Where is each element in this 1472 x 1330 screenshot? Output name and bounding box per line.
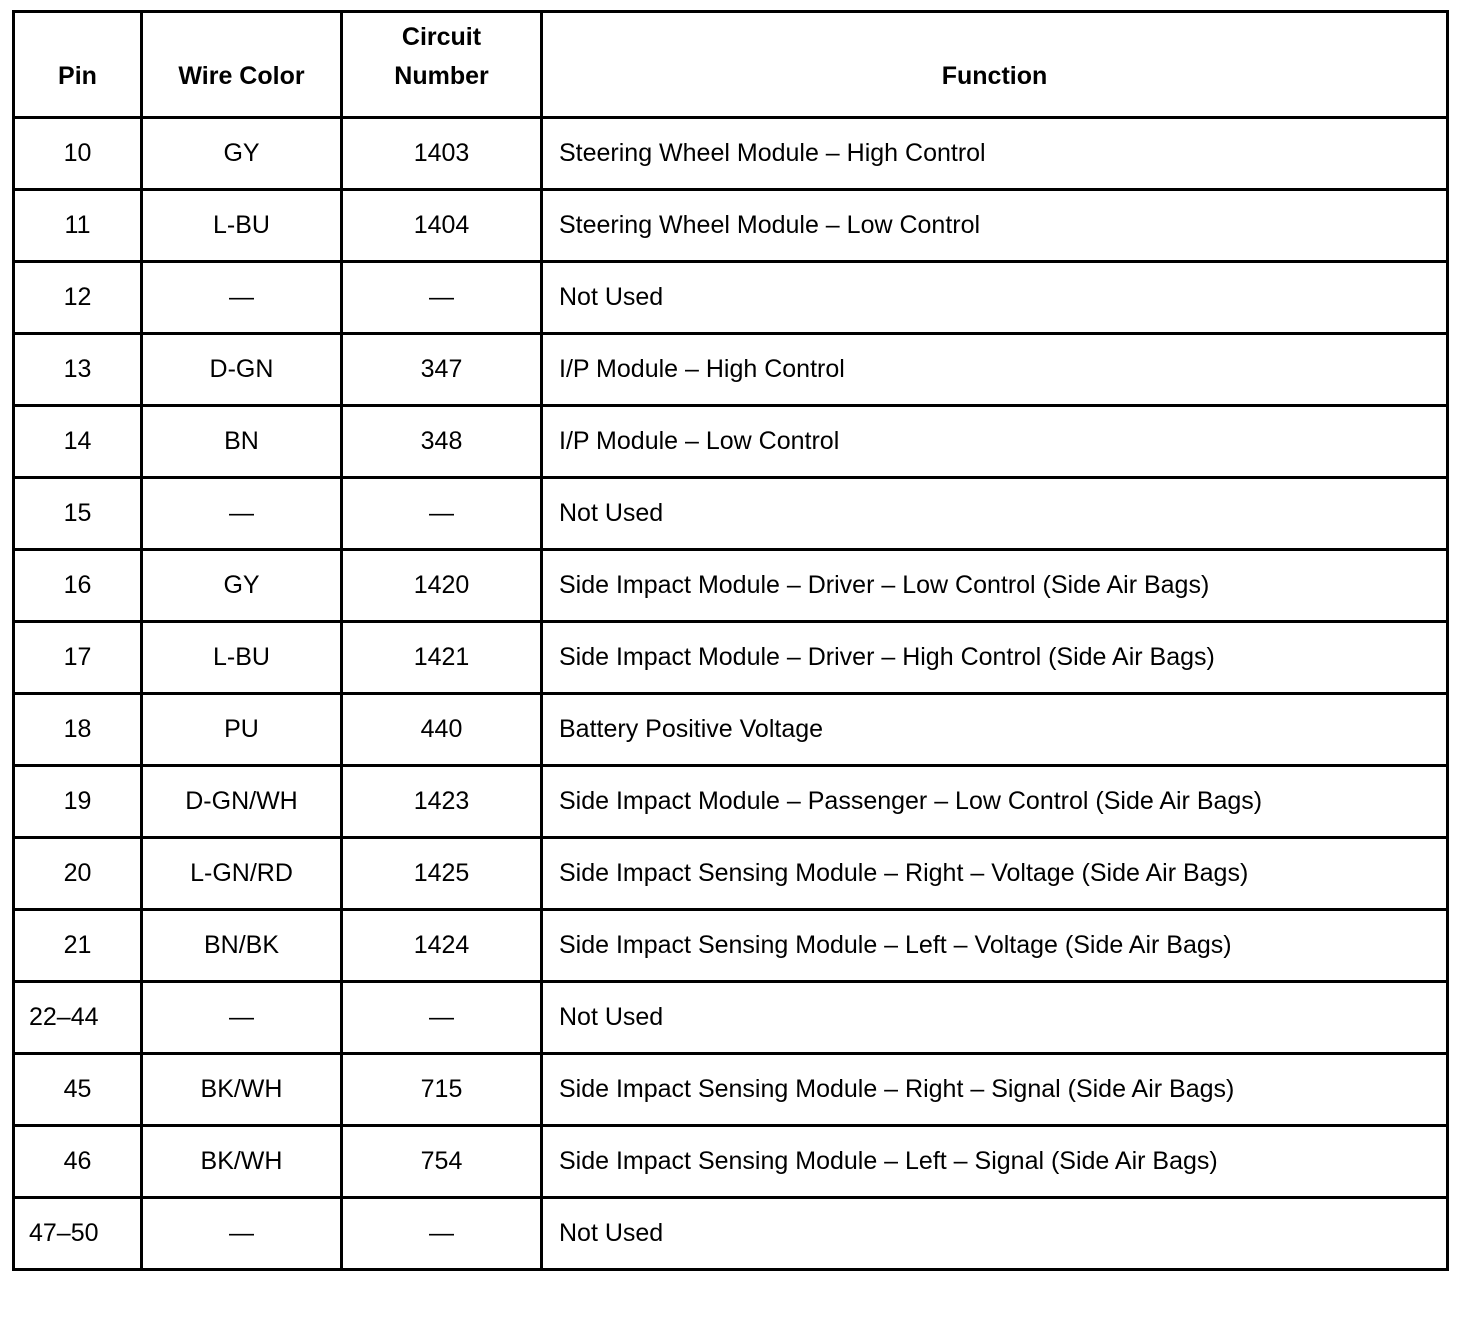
wire-color-cell: — [142, 262, 342, 334]
table-row [14, 1054, 1448, 1126]
function-cell: Not Used [542, 1198, 1448, 1270]
circuit-number-cell: — [342, 982, 542, 1054]
function-cell: Not Used [542, 982, 1448, 1054]
function-cell: Side Impact Sensing Module – Right – Signal (Side Air Bags) [542, 1054, 1448, 1126]
table-row [14, 622, 1448, 694]
wire-color-cell: L-BU [142, 190, 342, 262]
header-circuit-line2: Number [394, 62, 489, 90]
function-cell: I/P Module – High Control [542, 334, 1448, 406]
function-cell: Steering Wheel Module – Low Control [542, 190, 1448, 262]
table-row [14, 838, 1448, 910]
wire-color-cell: PU [142, 694, 342, 766]
pin-cell: 46 [14, 1126, 142, 1198]
function-cell: Steering Wheel Module – High Control [542, 118, 1448, 190]
function-cell: Side Impact Module – Passenger – Low Control (Side Air Bags) [542, 766, 1448, 838]
table-row [14, 694, 1448, 766]
table-header-row [14, 12, 1448, 118]
wire-color-cell: BK/WH [142, 1054, 342, 1126]
circuit-number-cell: 1421 [342, 622, 542, 694]
wire-color-cell: BK/WH [142, 1126, 342, 1198]
circuit-number-cell: 1423 [342, 766, 542, 838]
circuit-number-cell: 1403 [342, 118, 542, 190]
pin-cell: 47–50 [14, 1198, 142, 1270]
circuit-number-cell: 347 [342, 334, 542, 406]
pin-cell: 18 [14, 694, 142, 766]
circuit-number-cell: 1420 [342, 550, 542, 622]
table-row [14, 334, 1448, 406]
table-row [14, 1126, 1448, 1198]
function-cell: Side Impact Module – Driver – Low Control (Side Air Bags) [542, 550, 1448, 622]
circuit-number-cell: — [342, 478, 542, 550]
table-row [14, 406, 1448, 478]
pin-cell: 45 [14, 1054, 142, 1126]
table-row [14, 1198, 1448, 1270]
table-row [14, 262, 1448, 334]
function-cell: Not Used [542, 262, 1448, 334]
function-cell: Side Impact Sensing Module – Left – Voltage (Side Air Bags) [542, 910, 1448, 982]
table-row [14, 118, 1448, 190]
function-cell: Side Impact Module – Driver – High Control (Side Air Bags) [542, 622, 1448, 694]
pin-cell: 14 [14, 406, 142, 478]
header-function: Function [542, 12, 1448, 118]
circuit-number-cell: 1424 [342, 910, 542, 982]
wire-color-cell: BN/BK [142, 910, 342, 982]
function-cell: I/P Module – Low Control [542, 406, 1448, 478]
wire-color-cell: L-BU [142, 622, 342, 694]
pin-cell: 21 [14, 910, 142, 982]
wire-color-cell: — [142, 982, 342, 1054]
wire-color-cell: D-GN [142, 334, 342, 406]
pin-cell: 22–44 [14, 982, 142, 1054]
table-row [14, 190, 1448, 262]
header-wire-color: Wire Color [142, 12, 342, 118]
function-cell: Not Used [542, 478, 1448, 550]
pin-cell: 11 [14, 190, 142, 262]
wire-color-cell: GY [142, 550, 342, 622]
header-pin: Pin [14, 12, 142, 118]
pin-cell: 16 [14, 550, 142, 622]
circuit-number-cell: — [342, 1198, 542, 1270]
circuit-number-cell: 440 [342, 694, 542, 766]
wire-color-cell: — [142, 1198, 342, 1270]
table-row [14, 478, 1448, 550]
pin-cell: 19 [14, 766, 142, 838]
table-row [14, 766, 1448, 838]
header-circuit-line1: Circuit [401, 23, 482, 51]
wire-color-cell: GY [142, 118, 342, 190]
pin-cell: 20 [14, 838, 142, 910]
function-cell: Battery Positive Voltage [542, 694, 1448, 766]
circuit-number-cell: 348 [342, 406, 542, 478]
function-cell: Side Impact Sensing Module – Left – Signal (Side Air Bags) [542, 1126, 1448, 1198]
connector-pinout-table [12, 10, 1449, 1271]
pin-cell: 10 [14, 118, 142, 190]
wire-color-cell: D-GN/WH [142, 766, 342, 838]
header-circuit-number [342, 12, 542, 118]
pin-cell: 12 [14, 262, 142, 334]
wire-color-cell: — [142, 478, 342, 550]
table-row [14, 550, 1448, 622]
circuit-number-cell: 1425 [342, 838, 542, 910]
pin-cell: 13 [14, 334, 142, 406]
table-row [14, 910, 1448, 982]
table-body [14, 118, 1448, 1270]
circuit-number-cell: 754 [342, 1126, 542, 1198]
circuit-number-cell: — [342, 262, 542, 334]
wire-color-cell: L-GN/RD [142, 838, 342, 910]
function-cell: Side Impact Sensing Module – Right – Voltage (Side Air Bags) [542, 838, 1448, 910]
circuit-number-cell: 1404 [342, 190, 542, 262]
table-row [14, 982, 1448, 1054]
pin-cell: 15 [14, 478, 142, 550]
circuit-number-cell: 715 [342, 1054, 542, 1126]
wire-color-cell: BN [142, 406, 342, 478]
pin-cell: 17 [14, 622, 142, 694]
